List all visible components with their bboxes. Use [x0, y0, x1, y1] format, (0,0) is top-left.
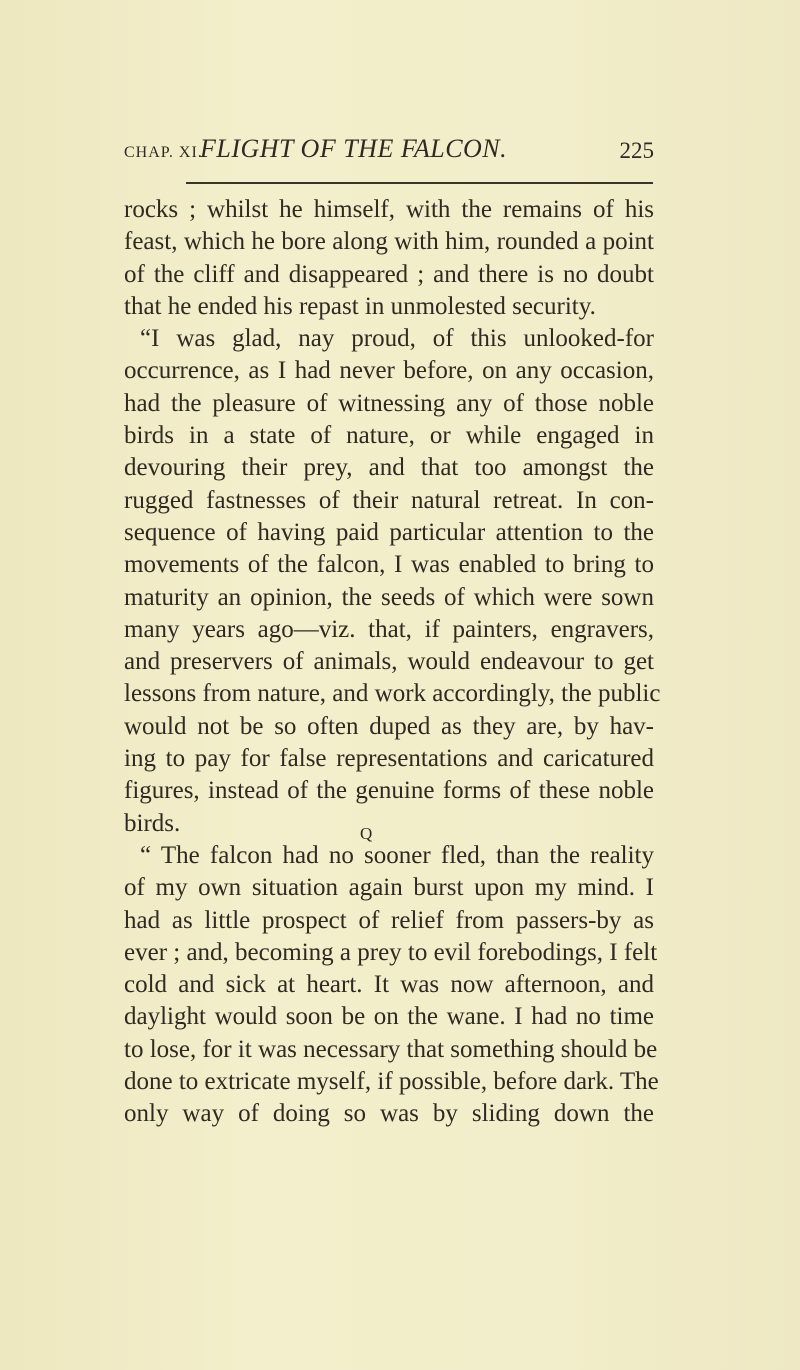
text-line: maturity an opinion, the seeds of which were sown	[124, 583, 654, 611]
text-line: occurrence, as I had never before, on any occasion,	[124, 357, 654, 385]
text-line: devouring their prey, and that too amongst the	[124, 454, 654, 482]
text-line: and preservers of animals, would endeavour to get	[124, 648, 654, 676]
text-line: ing to pay for false representations and caricatured	[124, 745, 654, 773]
text-line: rugged fastnesses of their natural retreat. In con-	[124, 486, 654, 514]
chapter-label: CHAP. XI.	[124, 144, 203, 161]
text-line: daylight would soon be on the wane. I had no time	[124, 1003, 654, 1031]
text-line: would not be so often duped as they are, by hav-	[124, 712, 654, 740]
text-line: had as little prospect of relief from passers-by as	[124, 906, 654, 934]
text-line: “I was glad, nay proud, of this unlooked-for	[140, 325, 654, 353]
text-line: “ The falcon had no sooner fled, than the reality	[140, 841, 654, 869]
text-line: had the pleasure of witnessing any of those noble	[124, 389, 654, 417]
text-line: only way of doing so was by sliding down the	[124, 1100, 654, 1128]
text-line: birds.	[124, 809, 181, 837]
signature-mark: Q	[360, 824, 373, 843]
text-line: feast, which he bore along with him, rounded a point	[124, 228, 654, 256]
body-text	[124, 194, 661, 1131]
text-line: that he ended his repast in unmolested security.	[124, 292, 596, 320]
running-title: FLIGHT OF THE FALCON.	[200, 134, 508, 163]
page-number: 225	[619, 138, 654, 163]
text-line: lessons from nature, and work accordingly, the public	[124, 680, 661, 708]
text-line: to lose, for it was necessary that something should be	[124, 1035, 658, 1063]
text-line: done to extricate myself, if possible, before dark. The	[124, 1068, 659, 1096]
text-line: of the cliff and disappeared ; and there is no doubt	[124, 260, 654, 288]
header-rule	[186, 182, 653, 184]
text-line: rocks ; whilst he himself, with the remains of his	[124, 196, 654, 223]
text-line: ever ; and, becoming a prey to evil forebodings, I felt	[124, 938, 658, 966]
text-line: figures, instead of the genuine forms of these noble	[124, 777, 654, 805]
text-line: cold and sick at heart. It was now afternoon, and	[124, 971, 654, 999]
text-line: sequence of having paid particular attention to the	[124, 518, 654, 546]
running-header	[124, 134, 654, 170]
text-line: many years ago—viz. that, if painters, engravers,	[124, 615, 654, 643]
text-line: movements of the falcon, I was enabled to bring to	[124, 551, 654, 579]
text-line: of my own situation again burst upon my mind. I	[124, 874, 654, 902]
text-line: birds in a state of nature, or while engaged in	[124, 422, 654, 450]
